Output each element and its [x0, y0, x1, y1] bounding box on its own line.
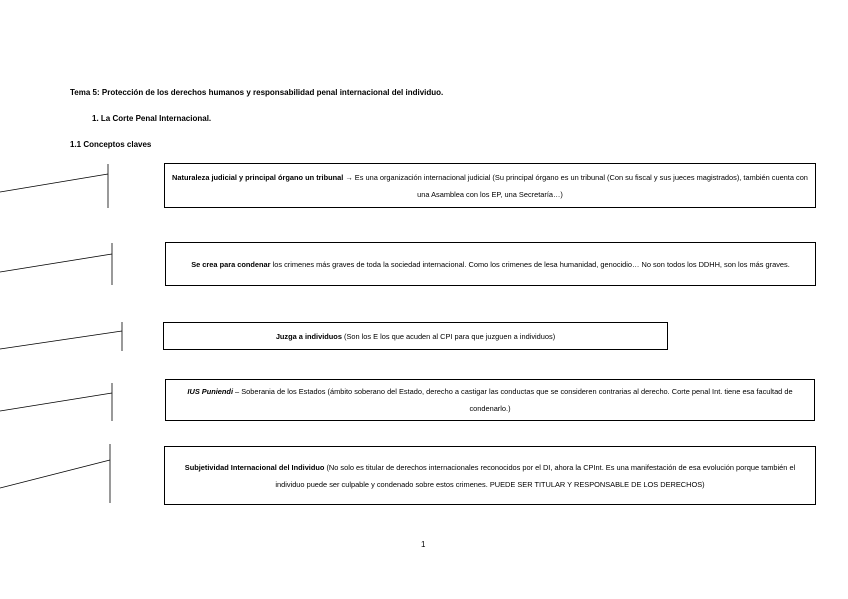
- section-heading: 1. La Corte Penal Internacional.: [92, 114, 212, 123]
- concept-term: Naturaleza judicial y principal órgano un tribunal: [172, 172, 344, 182]
- concept-box-5: [164, 446, 816, 505]
- concept-text: los crimenes más graves de toda la sociedad internacional. Como los crimenes de lesa humanidad, genocidio… No son todos los DDHH, son los más graves.: [270, 259, 790, 269]
- page-number: 1: [421, 540, 426, 549]
- connector-line-5: [0, 460, 110, 488]
- concept-box-4: [165, 379, 815, 421]
- concept-box-1: [164, 163, 816, 208]
- connector-line-4: [0, 393, 112, 411]
- document-title: Tema 5: Protección de los derechos humanos y responsabilidad penal internacional del individuo.: [70, 88, 444, 97]
- concept-text: → Es una organización internacional judicial (Su principal órgano es un tribunal (Con su fiscal y sus jueces magistrados), también cuenta con una Asamblea con los EP, una Secretaría…): [343, 172, 808, 199]
- concept-term: Se crea para condenar: [191, 259, 271, 269]
- concept-box-2: [165, 242, 816, 286]
- connector-line-2: [0, 254, 112, 272]
- concept-term: Juzga a individuos: [275, 331, 342, 341]
- concept-term: Subjetividad Internacional del Individuo: [184, 462, 325, 472]
- concept-box-3: [163, 322, 668, 350]
- concept-text: – Soberania de los Estados (ámbito soberano del Estado, derecho a castigar las conductas que se consideren contrarias al derecho. Corte penal Int. tiene esa facultad de condenarlo.): [233, 387, 793, 413]
- connector-line-1: [0, 174, 108, 192]
- connector-line-3: [0, 331, 122, 349]
- concept-text: (Son los E los que acuden al CPI para que juzguen a individuos): [341, 331, 556, 341]
- concept-text: (No solo es titular de derechos internacionales reconocidos por el DI, ahora la CPInt. Es una manifestación de esa evolución porque también el individuo puede ser culpable y condenado sobre estos crimenes. PUEDE SER TITULAR Y RESPONSABLE DE LOS DERECHOS): [275, 462, 796, 489]
- concept-term: IUS Puniendi: [187, 387, 233, 396]
- subsection-heading: 1.1 Conceptos claves: [70, 140, 152, 149]
